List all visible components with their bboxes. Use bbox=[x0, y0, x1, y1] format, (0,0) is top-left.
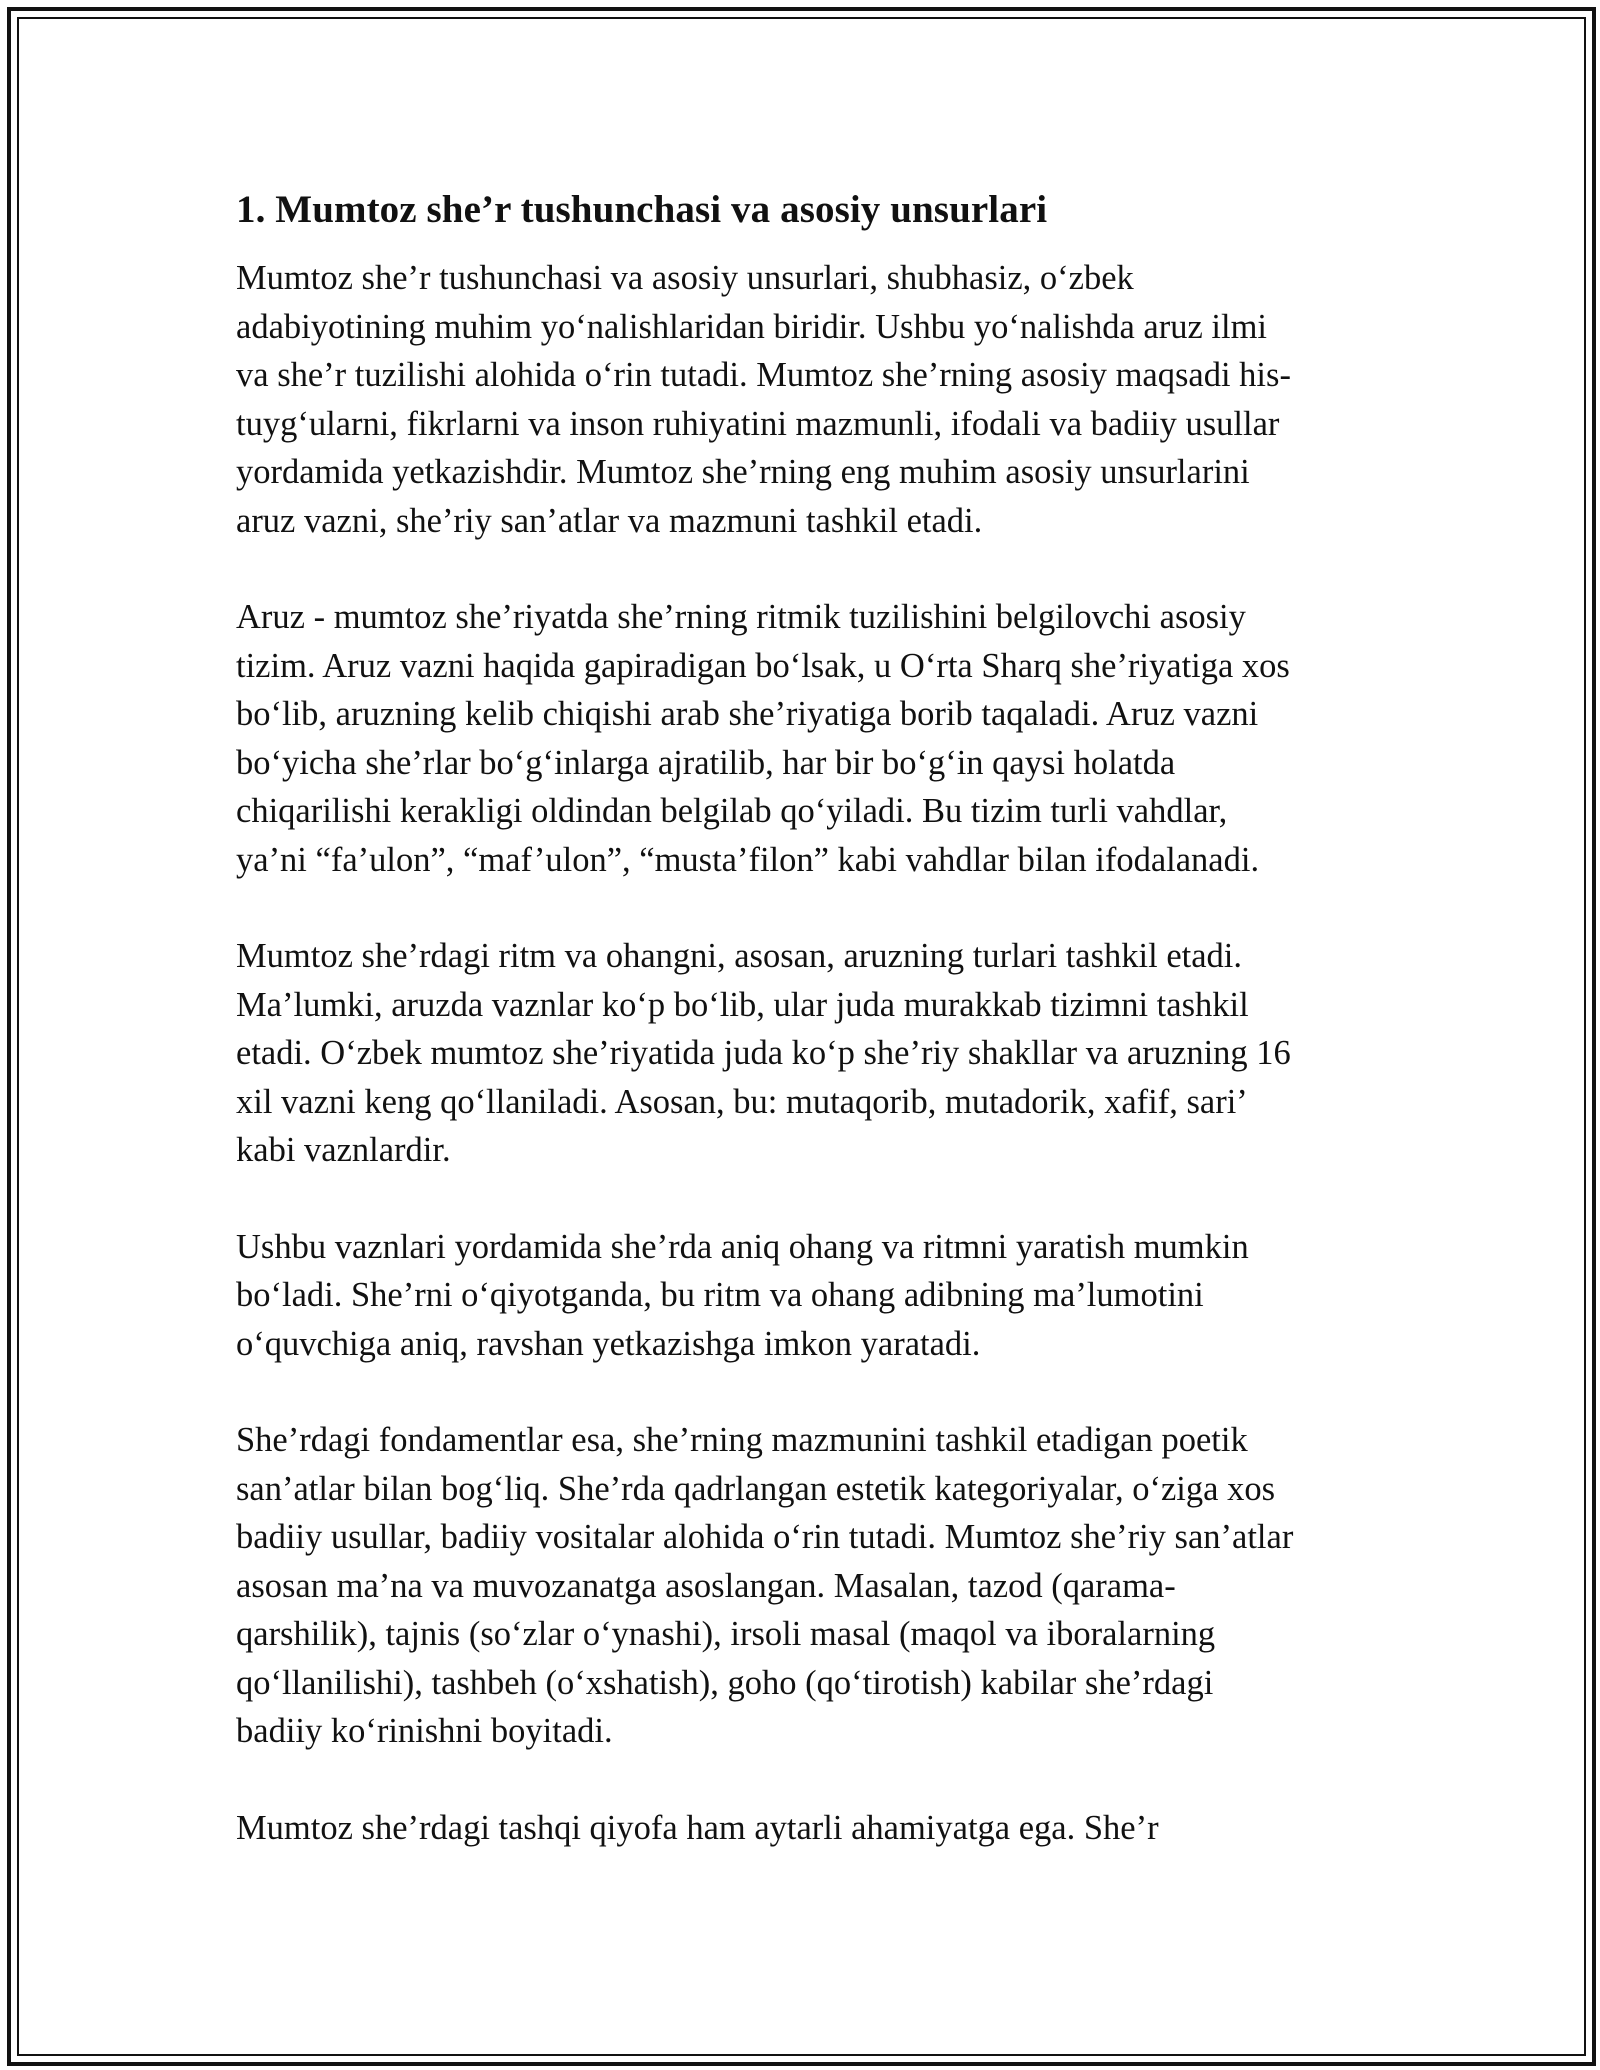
text-line: Mumtoz she’rdagi ritm va ohangni, asosan, aruzning turlari tashkil etadi. bbox=[236, 937, 1242, 975]
paragraph-4 bbox=[236, 1223, 1364, 1369]
text-line: yordamida yetkazishdir. Mumtoz she’rning eng muhim asosiy unsurlarini bbox=[236, 453, 1250, 491]
text-line: tizim. Aruz vazni haqida gapiradigan bo‘lsak, u O‘rta Sharq she’riyatiga xos bbox=[236, 646, 1290, 685]
text-line: Ushbu vaznlari yordamida she’rda aniq ohang va ritmni yaratish mumkin bbox=[236, 1227, 1249, 1266]
text-line: ya’ni “fa’ulon”, “maf’ulon”, “musta’filon” kabi vahdlar bilan ifodalanadi. bbox=[236, 840, 1260, 879]
text-line: Aruz - mumtoz she’riyatda she’rning ritmik tuzilishini belgilovchi asosiy bbox=[236, 598, 1246, 636]
text-line: bo‘lib, aruzning kelib chiqishi arab she’riyatiga borib taqaladi. Aruz vazni bbox=[236, 695, 1259, 733]
paragraph-6 bbox=[236, 1804, 1364, 1853]
text-line: aruz vazni, she’riy san’atlar va mazmuni tashkil etadi. bbox=[236, 501, 983, 540]
paragraph-1 bbox=[236, 254, 1364, 545]
text-line: adabiyotining muhim yo‘nalishlaridan biridir. Ushbu yo‘nalishda aruz ilmi bbox=[236, 307, 1267, 346]
text-line: bo‘yicha she’rlar bo‘g‘inlarga ajratilib, har bir bo‘g‘in qaysi holatda bbox=[236, 743, 1176, 782]
text-line: xil vazni keng qo‘llaniladi. Asosan, bu: mutaqorib, mutadorik, xafif, sari’ bbox=[236, 1082, 1248, 1121]
text-line: asosan ma’na va muvozanatga asoslangan. Masalan, tazod (qarama- bbox=[236, 1566, 1176, 1605]
text-line: etadi. O‘zbek mumtoz she’riyatida juda ko‘p she’riy shakllar va aruzning 16 bbox=[236, 1034, 1291, 1072]
text-line: o‘quvchiga aniq, ravshan yetkazishga imkon yaratadi. bbox=[236, 1324, 981, 1363]
text-line: san’atlar bilan bog‘liq. She’rda qadrlangan estetik kategoriyalar, o‘ziga xos bbox=[236, 1469, 1275, 1508]
text-line: qo‘llanilishi), tashbeh (o‘xshatish), goho (qo‘tirotish) kabilar she’rdagi bbox=[236, 1663, 1214, 1702]
text-line: tuyg‘ularni, fikrlarni va inson ruhiyatini mazmunli, ifodali va badiiy usullar bbox=[236, 404, 1280, 443]
paragraph-5 bbox=[236, 1416, 1364, 1756]
text-line: Ma’lumki, aruzda vaznlar ko‘p bo‘lib, ular juda murakkab tizimni tashkil bbox=[236, 985, 1249, 1024]
text-line: Mumtoz she’rdagi tashqi qiyofa ham aytarli ahamiyatga ega. She’r bbox=[236, 1808, 1159, 1847]
paragraph-2 bbox=[236, 593, 1364, 884]
text-line: chiqarilishi kerakligi oldindan belgilab qo‘yiladi. Bu tizim turli vahdlar, bbox=[236, 792, 1228, 830]
section-title: 1. Mumtoz she’r tushunchasi va asosiy unsurlari bbox=[236, 188, 1048, 231]
text-line: badiiy ko‘rinishni boyitadi. bbox=[236, 1712, 613, 1750]
text-line: Mumtoz she’r tushunchasi va asosiy unsurlari, shubhasiz, o‘zbek bbox=[236, 259, 1134, 297]
text-line: va she’r tuzilishi alohida o‘rin tutadi. Mumtoz she’rning asosiy maqsadi his- bbox=[236, 356, 1291, 394]
text-line: bo‘ladi. She’rni o‘qiyotganda, bu ritm va ohang adibning ma’lumotini bbox=[236, 1276, 1204, 1314]
text-line: kabi vaznlardir. bbox=[236, 1131, 451, 1169]
document-body bbox=[236, 186, 1364, 1900]
text-line: qarshilik), tajnis (so‘zlar o‘ynashi), irsoli masal (maqol va iboralarning bbox=[236, 1615, 1216, 1653]
text-line: badiiy usullar, badiiy vositalar alohida o‘rin tutadi. Mumtoz she’riy san’atlar bbox=[236, 1518, 1294, 1556]
paragraph-3 bbox=[236, 932, 1364, 1175]
text-line: She’rdagi fondamentlar esa, she’rning mazmunini tashkil etadigan poetik bbox=[236, 1421, 1248, 1459]
